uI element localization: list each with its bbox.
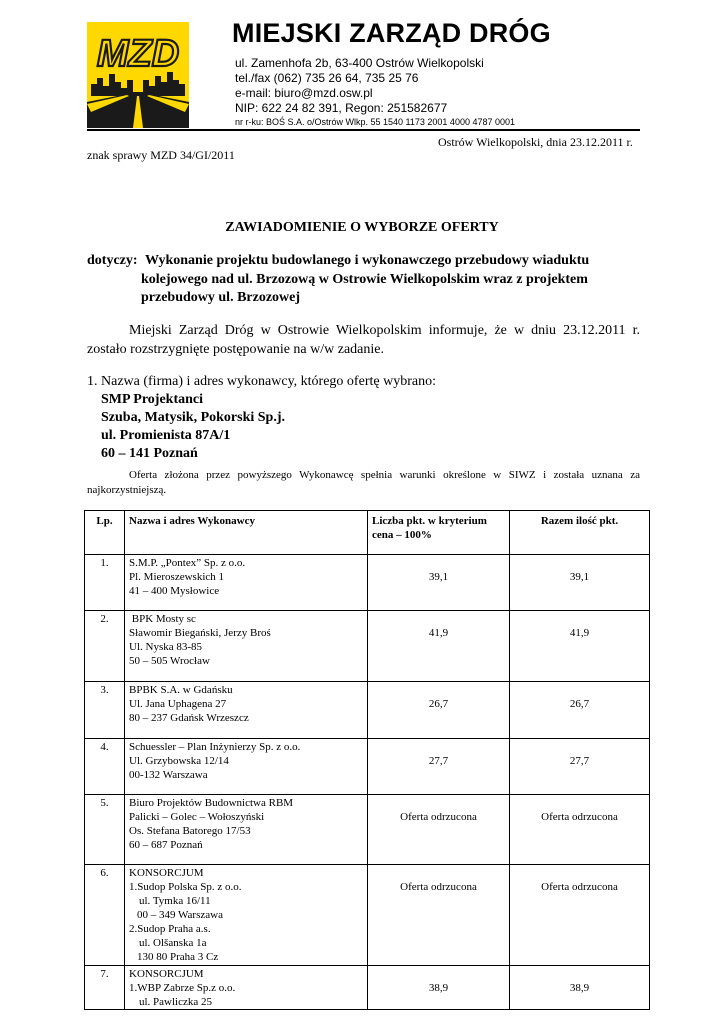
contractor-line: Os. Stefana Batorego 17/53 [129, 825, 251, 837]
letterhead-divider [87, 129, 640, 131]
row-score [368, 966, 510, 1010]
contractor-line: 1.Sudop Polska Sp. z o.o. [129, 881, 242, 893]
contractor-line: ul. Pawliczka 25 [139, 996, 213, 1008]
contractor-line: Sławomir Biegański, Jerzy Broś [129, 627, 271, 639]
organization-name: MIEJSKI ZARZĄD DRÓG [232, 18, 551, 48]
row-total [510, 555, 650, 611]
row-contractor [125, 966, 368, 1010]
organization-email: e-mail: biuro@mzd.osw.pl [235, 86, 373, 100]
contractor-line: BPK Mosty sc [129, 613, 196, 625]
row-score [368, 611, 510, 682]
score-value: Oferta odrzucona [400, 811, 477, 823]
organization-tax-ids: NIP: 622 24 82 391, Regon: 251582677 [235, 101, 448, 115]
header-total: Razem ilość pkt. [510, 511, 650, 555]
subject-line-1: Wykonanie projektu budowlanego i wykonawczego przebudowy wiaduktu [145, 253, 590, 268]
total-value: 38,9 [569, 982, 590, 994]
total-value: 26,7 [569, 698, 590, 710]
contractor-line: Ul. Nyska 83-85 [129, 641, 203, 653]
document-title: ZAWIADOMIENIE O WYBORZE OFERTY [225, 220, 499, 235]
table-row [85, 865, 650, 966]
contractor-line: 80 – 237 Gdańsk Wrzeszcz [129, 712, 249, 724]
contractor-line: 00-132 Warszawa [129, 769, 208, 781]
contractor-line: 130 80 Praha 3 Cz [137, 951, 219, 963]
organization-phone: tel./fax (062) 735 26 64, 735 25 76 [235, 71, 419, 85]
row-score [368, 865, 510, 966]
winner-heading: 1. Nazwa (firma) i adres wykonawcy, którego ofertę wybrano: [87, 374, 436, 389]
score-value: 39,1 [428, 571, 449, 583]
score-value: 27,7 [428, 755, 449, 767]
contractor-line: ul. Tymka 16/11 [139, 895, 211, 907]
total-value: 27,7 [569, 755, 590, 767]
mzd-logo [87, 22, 189, 128]
contractor-line: S.M.P. „Pontex” Sp. z o.o. [129, 557, 246, 569]
row-contractor [125, 865, 368, 966]
row-contractor [125, 682, 368, 739]
total-value: 41,9 [569, 627, 590, 639]
contractor-line: 00 – 349 Warszawa [137, 909, 223, 921]
table-row [85, 682, 650, 739]
table-header-row [85, 511, 650, 555]
row-lp: 2. [85, 611, 125, 682]
row-total [510, 611, 650, 682]
row-total [510, 966, 650, 1010]
contractor-line: 1.WBP Zabrze Sp.z o.o. [129, 982, 236, 994]
row-total [510, 739, 650, 795]
subject-label: dotyczy: [87, 253, 138, 268]
selection-note: Oferta złożona przez powyższego Wykonawcę spełnia warunki określone w SIWZ i została uznana za najkorzystniejszą. [87, 469, 640, 496]
row-total [510, 682, 650, 739]
table-row [85, 795, 650, 865]
row-contractor [125, 795, 368, 865]
row-lp: 6. [85, 865, 125, 966]
row-score [368, 682, 510, 739]
total-value: Oferta odrzucona [541, 881, 618, 893]
total-value: Oferta odrzucona [541, 811, 618, 823]
organization-address: ul. Zamenhofa 2b, 63-400 Ostrów Wielkopolski [235, 56, 484, 70]
table-row [85, 611, 650, 682]
table-row [85, 966, 650, 1010]
score-value: 38,9 [428, 982, 449, 994]
contractor-line: 60 – 687 Poznań [129, 839, 203, 851]
winner-line: Szuba, Matysik, Pokorski Sp.j. [101, 410, 285, 425]
contractor-line: Palicki – Golec – Wołoszyński [129, 811, 265, 823]
header-lp: Lp. [85, 511, 125, 555]
row-lp: 4. [85, 739, 125, 795]
contractor-line: Pl. Mieroszewskich 1 [129, 571, 225, 583]
logo-lettering: MZD [96, 33, 180, 75]
row-lp: 1. [85, 555, 125, 611]
winner-line: 60 – 141 Poznań [101, 446, 198, 461]
row-contractor [125, 611, 368, 682]
table-row [85, 739, 650, 795]
score-value: 41,9 [428, 627, 449, 639]
contractor-line: 2.Sudop Praha a.s. [129, 923, 211, 935]
header-score: Liczba pkt. w kryterium cena – 100% [368, 511, 510, 555]
contractor-line: 41 – 400 Mysłowice [129, 585, 220, 597]
row-lp: 5. [85, 795, 125, 865]
row-contractor [125, 739, 368, 795]
contractor-line: KONSORCJUM [129, 968, 204, 980]
total-value: 39,1 [569, 571, 590, 583]
contractor-line: Ul. Grzybowska 12/14 [129, 755, 229, 767]
row-lp: 3. [85, 682, 125, 739]
place-and-date: Ostrów Wielkopolski, dnia 23.12.2011 r. [438, 135, 633, 149]
contractor-line: Biuro Projektów Budownictwa RBM [129, 797, 294, 809]
case-reference: znak sprawy MZD 34/GI/2011 [87, 148, 235, 162]
organization-bank-account: nr r-ku: BOŚ S.A. o/Ostrów Wlkp. 55 1540 1173 2001 4000 4787 0001 [235, 117, 516, 127]
offers-table [84, 510, 650, 1010]
contractor-line: BPBK S.A. w Gdańsku [129, 684, 233, 696]
row-score [368, 555, 510, 611]
contractor-line: 50 – 505 Wrocław [129, 655, 210, 667]
contractor-line: Schuessler – Plan Inżynierzy Sp. z o.o. [129, 741, 301, 753]
row-lp: 7. [85, 966, 125, 1010]
intro-paragraph: Miejski Zarząd Dróg w Ostrowie Wielkopolskim informuje, że w dniu 23.12.2011 r. zostało rozstrzygnięte postępowanie na w/w zadanie. [87, 323, 640, 357]
row-total [510, 865, 650, 966]
row-contractor [125, 555, 368, 611]
score-value: Oferta odrzucona [400, 881, 477, 893]
winner-line: ul. Promienista 87A/1 [101, 428, 231, 443]
contractor-line: Ul. Jana Uphagena 27 [129, 698, 227, 710]
row-score [368, 795, 510, 865]
contractor-line: ul. Olšanska 1a [139, 937, 207, 949]
score-value: 26,7 [428, 698, 449, 710]
table-row [85, 555, 650, 611]
header-name: Nazwa i adres Wykonawcy [125, 511, 368, 555]
subject-line-2: kolejowego nad ul. Brzozową w Ostrowie Wielkopolskim wraz z projektem [141, 272, 588, 287]
winner-line: SMP Projektanci [101, 392, 204, 407]
subject-line-3: przebudowy ul. Brzozowej [141, 290, 301, 305]
row-total [510, 795, 650, 865]
contractor-line: KONSORCJUM [129, 867, 204, 879]
row-score [368, 739, 510, 795]
